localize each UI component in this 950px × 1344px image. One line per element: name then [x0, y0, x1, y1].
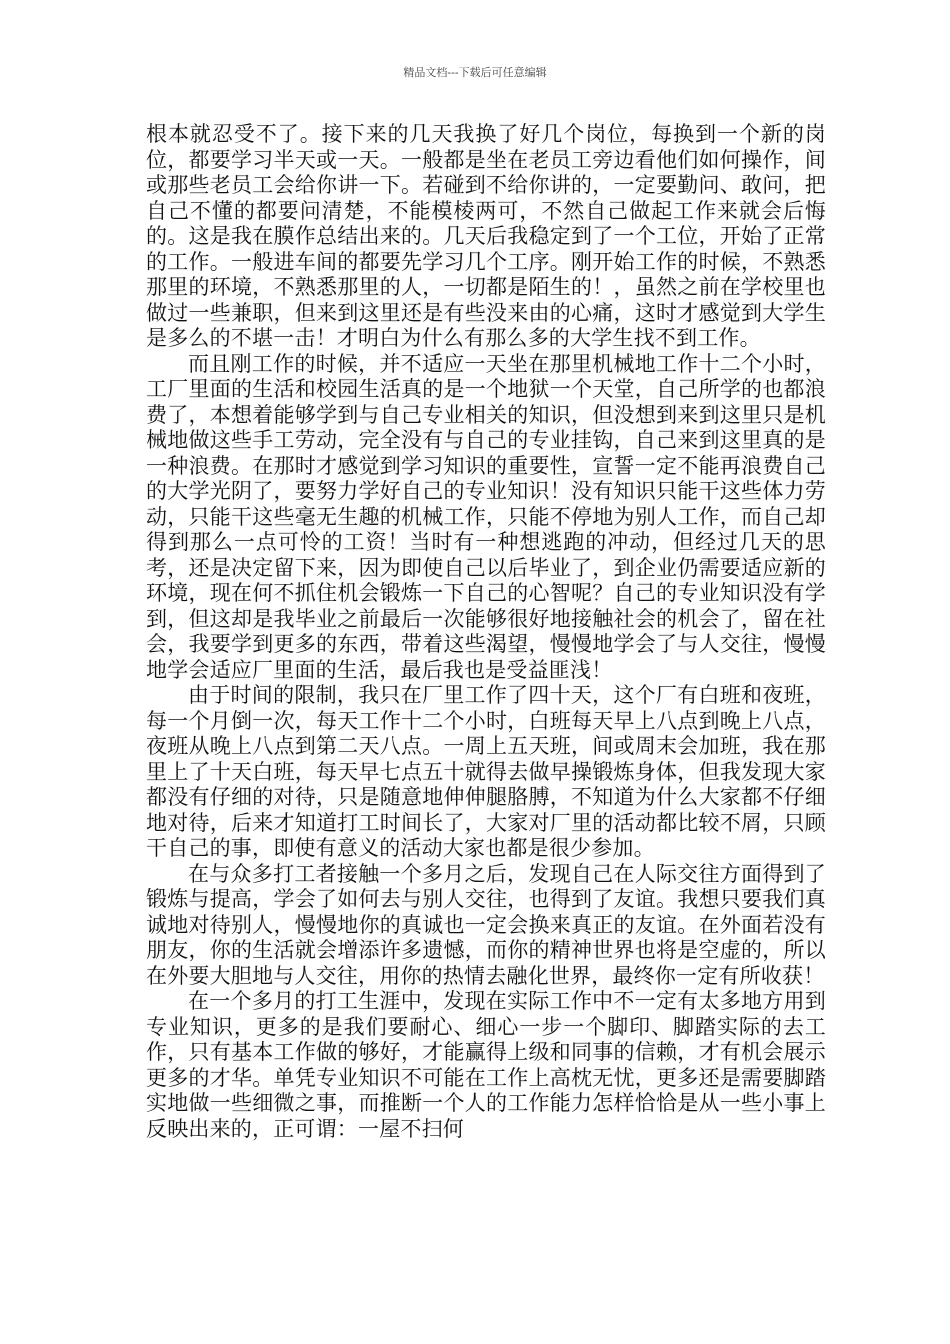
paragraph-5: 在一个多月的打工生涯中，发现在实际工作中不一定有太多地方用到专业知识，更多的是我们要耐心、细心一步一个脚印、脚踏实际的去工作，只有基本工作做的够好，才能赢得上级和同事的信赖，才有机会展示更多的才华。单凭专业知识不可能在工作上高枕无忧，更多还是需要脚踏实地做一些细微之事，而推断一个人的工作能力怎样恰恰是从一些小事上反映出来的，正可谓：一屋不扫何: [146, 989, 826, 1141]
paragraph-3: 由于时间的限制，我只在厂里工作了四十天，这个厂有白班和夜班，每一个月倒一次，每天工作十二个小时，白班每天早上八点到晚上八点，夜班从晚上八点到第二天八点。一周上五天班，间或周末会加班，我在那里上了十天白班，每天早七点五十就得去做早操锻炼身体，但我发现大家都没有仔细的对待，只是随意地伸伸腿胳膊，不知道为什么大家都不仔细地对待，后来才知道打工时间长了，大家对厂里的活动都比较不屑，只顾干自己的事，即使有意义的活动大家也都是很少参加。: [146, 683, 826, 860]
paragraph-1: 根本就忍受不了。接下来的几天我换了好几个岗位，每换到一个新的岗位，都要学习半天或一天。一般都是坐在老员工旁边看他们如何操作，间或那些老员工会给你讲一下。若碰到不给你讲的，一定要勤问、敢问，把自己不懂的都要问清楚，不能模棱两可，不然自己做起工作来就会后悔的。这是我在膜作总结出来的。几天后我稳定到了一个工位，开始了正常的工作。一般进车间的都要先学习几个工序。刚开始工作的时候，不熟悉那里的环境，不熟悉那里的人，一切都是陌生的！，虽然之前在学校里也做过一些兼职，但来到这里还是有些没来由的心痛，这时才感觉到大学生是多么的不堪一击！才明白为什么有那么多的大学生找不到工作。: [146, 122, 826, 350]
page-header: 精品文档---下载后可任意编辑: [403, 66, 547, 79]
document-body: [146, 122, 826, 1142]
paragraph-4: 在与众多打工者接触一个多月之后，发现自己在人际交往方面得到了锻炼与提高，学会了如何去与别人交往，也得到了友谊。我想只要我们真诚地对待别人，慢慢地你的真诚也一定会换来真正的友谊。在外面若没有朋友，你的生活就会增添许多遗憾，而你的精神世界也将是空虚的，所以在外要大胆地与人交往，用你的热情去融化世界，最终你一定有所收获！: [146, 861, 826, 988]
paragraph-2: 而且刚工作的时候，并不适应一天坐在那里机械地工作十二个小时，工厂里面的生活和校园生活真的是一个地狱一个天堂，自己所学的也都浪费了，本想着能够学到与自己专业相关的知识，但没想到来到这里只是机械地做这些手工劳动，完全没有与自己的专业挂钩，自己来到这里真的是一种浪费。在那时才感觉到学习知识的重要性，宣誓一定不能再浪费自己的大学光阴了，要努力学好自己的专业知识！没有知识只能干这些体力劳动，只能干这些毫无生趣的机械工作，只能不停地为别人工作，而自己却得到那么一点可怜的工资！当时有一种想逃跑的冲动，但经过几天的思考，还是决定留下来，因为即使自己以后毕业了，到企业仍需要适应新的环境，现在何不抓住机会锻炼一下自己的心智呢？自己的专业知识没有学到，但这却是我毕业之前最后一次能够很好地接触社会的机会了，留在社会，我要学到更多的东西，带着这些渴望，慢慢地学会了与人交往，慢慢地学会适应厂里面的生活，最后我也是受益匪浅！: [146, 351, 826, 682]
